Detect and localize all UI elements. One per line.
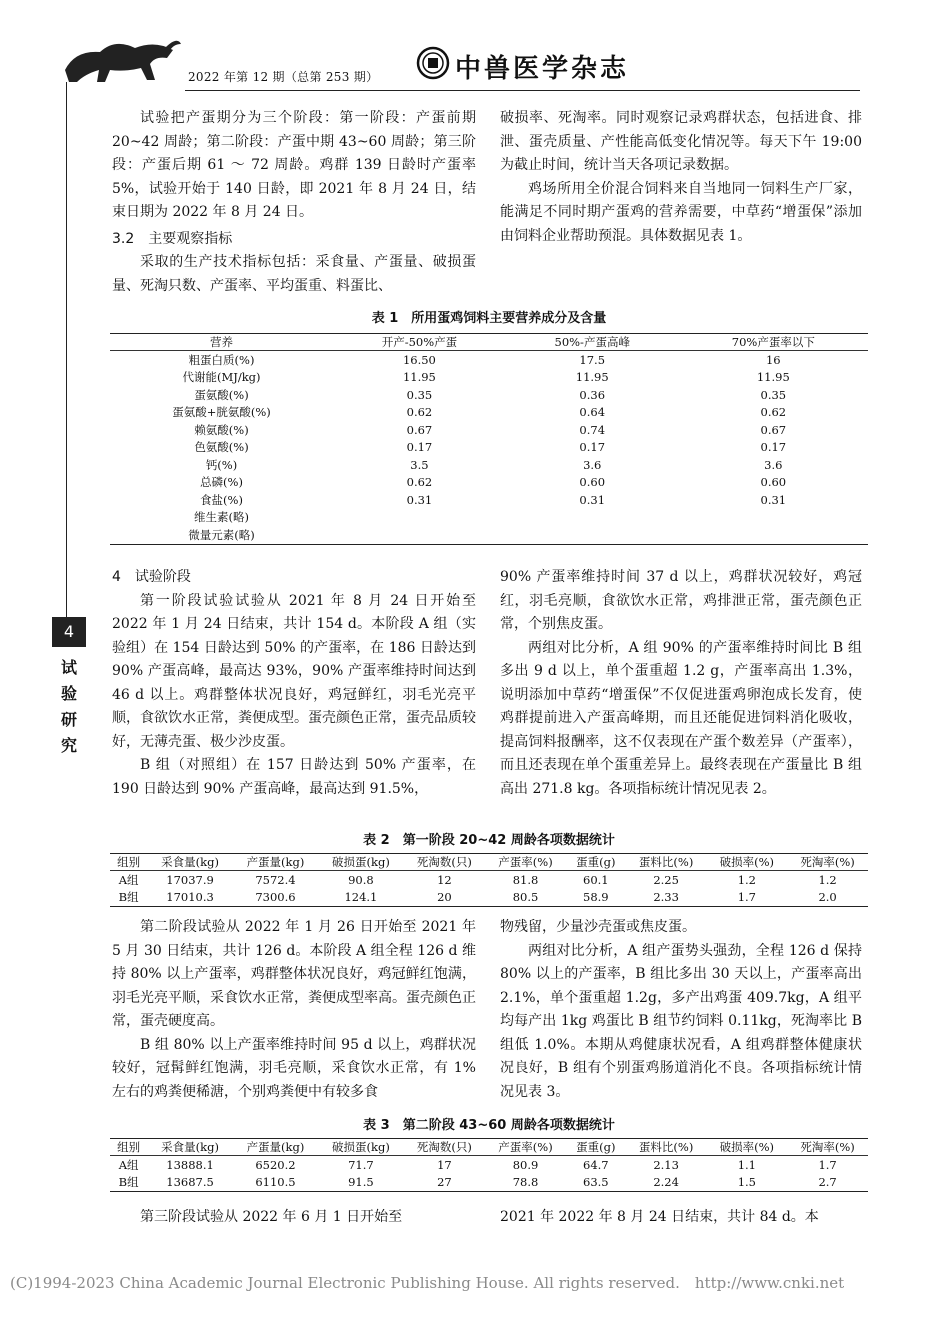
table-cell: 粗蛋白质(%) xyxy=(188,352,255,367)
table-cell: 16.50 xyxy=(402,352,436,367)
top-right-column xyxy=(500,107,862,248)
table-cell: 63.5 xyxy=(583,1175,609,1190)
section-char: 验 xyxy=(60,684,77,703)
table-cell: 0.62 xyxy=(406,405,433,420)
table-row xyxy=(110,439,868,457)
stage2-group-a-paragraph: 第二阶段试验从 2022 年 1 月 26 日开始至 2021 年 5 月 30 日结束，共计 126 d。本阶段 A 组全程 126 d 维持 80% 以上产蛋率，鸡群整体状况良好，鸡冠鲜红饱满，羽毛光亮平顺，采食饮水正常，粪便成型率高。蛋壳颜色正常，蛋壳硬度高。 xyxy=(112,919,476,1029)
table1-header-row xyxy=(110,334,868,351)
table-cell: 3.6 xyxy=(764,457,783,472)
copyright-footer: (C)1994-2023 China Academic Journal Electronic Publishing House. All rights reserved. http://www.cnki.net xyxy=(10,1274,845,1292)
indicators-continued-paragraph: 破损率、死淘率。同时观察记录鸡群状态，包括进食、排泄、蛋壳质量、产性能高低变化情况等。每天下午 19:00 为截止时间，统计当天各项记录数据。 xyxy=(500,110,862,173)
table2-header: 组别 xyxy=(110,854,147,871)
table-cell: 钙(%) xyxy=(205,457,238,472)
table-cell: 16 xyxy=(765,352,781,367)
bull-logo-icon xyxy=(55,30,185,90)
section-char: 究 xyxy=(60,736,77,755)
table-cell: 58.9 xyxy=(583,890,609,905)
table-row xyxy=(110,404,868,422)
stage-division-paragraph: 试验把产蛋期分为三个阶段：第一阶段：产蛋前期 20~42 周龄；第二阶段：产蛋中期 43~60 周龄；第三阶段：产蛋后期 61 ～ 72 周龄。鸡群 139 日龄时产蛋率 5%，试验开始于 140 日龄，即 2021 年 8 月 24 日，结束日期为 2022 年 8 月 24 日。 xyxy=(112,110,476,220)
table-row xyxy=(110,1156,868,1174)
table2-header: 蛋重(g) xyxy=(566,854,626,871)
table2-caption: 表 2 第一阶段 20~42 周龄各项数据统计 xyxy=(363,833,615,848)
table-cell: 11.95 xyxy=(402,370,436,385)
table-cell xyxy=(333,526,506,544)
stage2-left-column xyxy=(112,916,476,1104)
table-cell: 0.60 xyxy=(760,475,787,490)
table-cell: 6520.2 xyxy=(255,1157,296,1172)
table2-header: 蛋料比(%) xyxy=(626,854,707,871)
side-rule xyxy=(66,82,67,622)
table-cell: 2.13 xyxy=(653,1157,679,1172)
table-cell: 71.7 xyxy=(348,1157,374,1172)
table1 xyxy=(110,333,868,545)
table-cell: 0.62 xyxy=(760,405,787,420)
table-cell: 3.5 xyxy=(410,457,429,472)
table-cell: 0.62 xyxy=(406,475,433,490)
table-row xyxy=(110,369,868,387)
table-cell: 7572.4 xyxy=(255,872,296,887)
stage1-group-a-paragraph: 第一阶段试验试验从 2021 年 8 月 24 日开始至 2022 年 1 月 24 日结束，共计 154 d。本阶段 A 组（实验组）在 154 日龄达到 50% 的产蛋率，在 186 日龄达到 90% 产蛋高峰，最高达 93%，90% 产蛋率维持时间达到 46 d 以上。鸡群整体状况良好，鸡冠鲜红，羽毛光亮平顺，食欲饮水正常，粪便成型。蛋壳颜色正常，蛋壳品质较好，无薄壳蛋、极少沙皮蛋。 xyxy=(112,592,476,750)
table-cell: 0.31 xyxy=(579,492,606,507)
table-cell: 64.7 xyxy=(583,1157,609,1172)
table-cell: 赖氨酸(%) xyxy=(194,422,249,437)
table-cell: 食盐(%) xyxy=(200,492,243,507)
table3-header: 产蛋率(%) xyxy=(485,1139,566,1156)
table-cell: 0.35 xyxy=(760,387,787,402)
table-cell: 2.24 xyxy=(653,1175,679,1190)
table-cell: 7300.6 xyxy=(255,890,296,905)
table-cell: 27 xyxy=(437,1175,452,1190)
table-cell: 蛋氨酸(%) xyxy=(194,387,249,402)
table-cell: 1.2 xyxy=(737,872,756,887)
table-cell: 维生素(略) xyxy=(194,510,249,525)
issue-info: 2022 年第 12 期（总第 253 期） xyxy=(188,70,379,84)
journal-seal-icon xyxy=(416,46,450,80)
stage1-group-b-continued: 90% 产蛋率维持时间 37 d 以上，鸡群状况较好，鸡冠红，羽毛亮顺，食欲饮水正常，鸡排泄正常，蛋壳颜色正常，个别焦皮蛋。 xyxy=(500,569,862,632)
table-cell: 0.64 xyxy=(579,405,606,420)
table-row xyxy=(110,889,868,907)
table-cell: 0.67 xyxy=(406,422,433,437)
section-heading-3-2: 3.2 主要观察指标 xyxy=(112,230,233,247)
table3-header: 蛋料比(%) xyxy=(626,1139,707,1156)
table-cell: B组 xyxy=(118,1175,139,1190)
table2-header: 破损率(%) xyxy=(706,854,787,871)
table1-header: 50%-产蛋高峰 xyxy=(506,334,679,351)
table1-header: 70%产蛋率以下 xyxy=(679,334,868,351)
table-row xyxy=(110,526,868,544)
table-cell: 81.8 xyxy=(512,872,539,887)
table3-header: 破损率(%) xyxy=(706,1139,787,1156)
table-cell: 总磷(%) xyxy=(200,475,243,490)
table-cell xyxy=(506,509,679,527)
table-cell: 0.36 xyxy=(579,387,606,402)
table-cell: 17.5 xyxy=(579,352,606,367)
table-row xyxy=(110,1174,868,1192)
table3 xyxy=(110,1138,868,1192)
section4-left-column xyxy=(112,566,476,801)
section-char: 研 xyxy=(60,710,77,729)
stage2-right-column xyxy=(500,916,862,1104)
table2-header: 产蛋率(%) xyxy=(485,854,566,871)
table-cell: 11.95 xyxy=(575,370,609,385)
table-cell: 1.2 xyxy=(818,872,837,887)
section4-right-column xyxy=(500,566,862,801)
table-row xyxy=(110,421,868,439)
table-cell: A组 xyxy=(118,872,139,887)
table-cell: 蛋氨酸+胱氨酸(%) xyxy=(172,405,271,420)
top-left-column xyxy=(112,107,476,298)
table-cell: 80.9 xyxy=(512,1157,539,1172)
table-row xyxy=(110,456,868,474)
stage2-group-b-continued: 物残留，少量沙壳蛋或焦皮蛋。 xyxy=(500,919,696,935)
table-cell: 13888.1 xyxy=(166,1157,214,1172)
table-cell: 0.17 xyxy=(760,440,787,455)
table-cell: A组 xyxy=(118,1157,139,1172)
stage1-comparison-paragraph: 两组对比分析，A 组 90% 的产蛋率维持时间比 B 组多出 9 d 以上，单个蛋重超 1.2 g，产蛋率高出 1.3%，说明添加中草药“增蛋保”不仅促进蛋鸡卵泡成长发育，使鸡群提前进入产蛋高峰期，而且还能促进饲料消化吸收，提高饲料报酬率，这不仅表现在产蛋个数差异（产蛋率），而且还表现在单个蛋重差异上。最终表现在产蛋量比 B 组高出 271.8 kg。各项指标统计情况见表 2。 xyxy=(500,639,862,797)
table-cell: 2.33 xyxy=(653,890,679,905)
table-cell: 代谢能(MJ/kg) xyxy=(182,370,261,385)
table-cell: 色氨酸(%) xyxy=(194,440,249,455)
table-cell: 1.1 xyxy=(737,1157,756,1172)
table-row xyxy=(110,474,868,492)
section-label xyxy=(58,655,80,759)
table-cell xyxy=(679,509,868,527)
table1-caption: 表 1 所用蛋鸡饲料主要营养成分及含量 xyxy=(371,311,607,326)
table2-header: 死淘数(只) xyxy=(404,854,486,871)
table-cell: 0.60 xyxy=(579,475,606,490)
table-cell: 3.6 xyxy=(583,457,602,472)
table3-caption: 表 3 第二阶段 43~60 周龄各项数据统计 xyxy=(363,1118,615,1133)
table2-header: 采食量(kg) xyxy=(147,854,232,871)
section-char: 试 xyxy=(60,658,77,677)
table-cell xyxy=(679,526,868,544)
table-cell: 13687.5 xyxy=(166,1175,214,1190)
table-cell: 2.0 xyxy=(818,890,837,905)
stage2-group-b-paragraph: B 组 80% 以上产蛋率维持时间 95 d 以上，鸡群状况较好，冠髯鲜红饱满，羽毛亮顺，采食饮水正常，有 1% 左右的鸡粪便稀溏，个别鸡粪便中有较多食 xyxy=(112,1036,476,1100)
table-cell: 1.5 xyxy=(737,1175,756,1190)
table-cell: 0.17 xyxy=(579,440,606,455)
table-cell: 20 xyxy=(437,890,452,905)
table-cell: 124.1 xyxy=(344,890,378,905)
table-cell: 78.8 xyxy=(512,1175,539,1190)
table-cell: 17 xyxy=(437,1157,452,1172)
table3-header: 蛋重(g) xyxy=(566,1139,626,1156)
table-cell: 0.17 xyxy=(406,440,433,455)
stage1-group-b-paragraph: B 组（对照组）在 157 日龄达到 50% 产蛋率，在 190 日龄达到 90% 产蛋高峰，最高达到 91.5%， xyxy=(112,757,476,797)
table-cell: 0.67 xyxy=(760,422,787,437)
table-cell: 0.74 xyxy=(579,422,606,437)
table-cell: 0.35 xyxy=(406,387,433,402)
table1-header: 营养 xyxy=(110,334,333,351)
feed-source-paragraph: 鸡场所用全价混合饲料来自当地同一饲料生产厂家，能满足不同时期产蛋鸡的营养需要，中草药“增蛋保”添加由饲料企业帮助预混。具体数据见表 1。 xyxy=(500,180,862,244)
table-cell: 90.8 xyxy=(348,872,374,887)
table-cell xyxy=(333,509,506,527)
table-cell xyxy=(506,526,679,544)
table-cell: 6110.5 xyxy=(255,1175,296,1190)
page-number: 4 xyxy=(52,617,86,647)
stage2-comparison-paragraph: 两组对比分析，A 组产蛋势头强劲，全程 126 d 保持 80% 以上的产蛋率，B 组比多出 30 天以上，产蛋率高出 2.1%，单个蛋重超 1.2g，多产出鸡蛋 409.7kg，A 组平均每产出 1kg 鸡蛋比 B 组节约饲料 0.11kg，死淘率比 B 组低 1.0%。本期从鸡健康状况看，A 组鸡群整体健康状况良好，B 组有个别蛋鸡肠道消化不良。各项指标统计情况见表 3。 xyxy=(500,942,862,1100)
table-cell: 60.1 xyxy=(583,872,609,887)
table-row xyxy=(110,351,868,369)
table3-header-row xyxy=(110,1139,868,1156)
table-cell: 0.31 xyxy=(760,492,787,507)
table2 xyxy=(110,853,868,907)
table-cell: 17037.9 xyxy=(166,872,214,887)
table3-header: 组别 xyxy=(110,1139,147,1156)
table-row xyxy=(110,491,868,509)
stage3-left-column xyxy=(112,1206,476,1230)
table2-header: 产蛋量(kg) xyxy=(233,854,318,871)
table-cell: B组 xyxy=(118,890,139,905)
section-heading-4: 4 试验阶段 xyxy=(112,569,191,585)
table-row xyxy=(110,871,868,889)
table-cell: 微量元素(略) xyxy=(188,527,255,542)
table2-header: 破损蛋(kg) xyxy=(318,854,403,871)
stage3-right-column xyxy=(500,1206,862,1230)
table-cell: 11.95 xyxy=(756,370,790,385)
table-cell: 1.7 xyxy=(818,1157,837,1172)
table3-header: 产蛋量(kg) xyxy=(233,1139,318,1156)
table-cell: 0.31 xyxy=(406,492,433,507)
table1-header: 开产-50%产蛋 xyxy=(333,334,506,351)
stage3-continued: 2021 年 2022 年 8 月 24 日结束，共计 84 d。本 xyxy=(500,1209,819,1225)
table-row xyxy=(110,509,868,527)
table-cell: 91.5 xyxy=(348,1175,374,1190)
table3-header: 死淘数(只) xyxy=(404,1139,486,1156)
table3-header: 采食量(kg) xyxy=(147,1139,232,1156)
table3-header: 死淘率(%) xyxy=(787,1139,868,1156)
indicators-paragraph: 采取的生产技术指标包括：采食量、产蛋量、破损蛋量、死淘只数、产蛋率、平均蛋重、料蛋比、 xyxy=(112,254,476,294)
table-cell: 80.5 xyxy=(512,890,539,905)
table3-header: 破损蛋(kg) xyxy=(318,1139,403,1156)
table-row xyxy=(110,386,868,404)
table-cell: 17010.3 xyxy=(166,890,214,905)
table2-header: 死淘率(%) xyxy=(787,854,868,871)
table2-header-row xyxy=(110,854,868,871)
stage3-paragraph: 第三阶段试验从 2022 年 6 月 1 日开始至 xyxy=(140,1209,403,1225)
table-cell: 2.25 xyxy=(653,872,679,887)
table-cell: 2.7 xyxy=(818,1175,837,1190)
journal-title: 中兽医学杂志 xyxy=(455,54,630,84)
table-cell: 1.7 xyxy=(737,890,756,905)
table-cell: 12 xyxy=(437,872,452,887)
header-rule xyxy=(185,90,860,91)
